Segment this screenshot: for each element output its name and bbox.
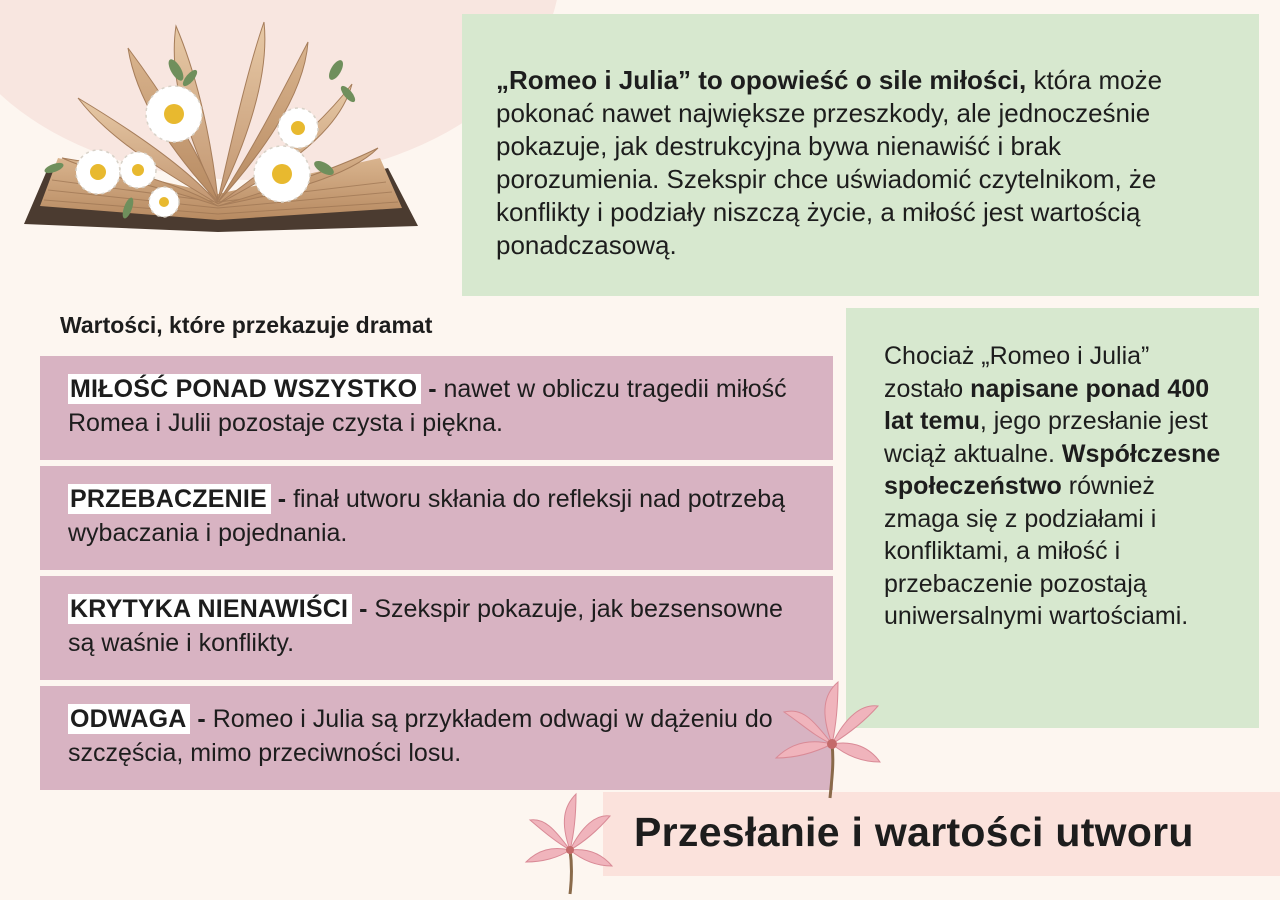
- intro-rest: która może pokonać nawet największe przeszkody, ale jednocześnie pokazuje, jak destrukcyjna bywa nienawiść i brak porozumienia. Szekspir chce uświadomić czytelnikom, że konflikty i podziały niszczą życie, a miłość jest wartością ponadczasową.: [496, 65, 1163, 260]
- value-dash: -: [421, 375, 444, 403]
- open-book-with-daisies-illustration: [18, 18, 422, 240]
- side-box: [846, 308, 1259, 728]
- side-paragraph: [884, 340, 1235, 633]
- value-card-love: [40, 356, 833, 460]
- value-dash: -: [190, 705, 213, 733]
- value-card-courage: [40, 686, 833, 790]
- side-text-3: również zmaga się z podziałami i konfliktami, a miłość i przebaczenie pozostają uniwersalnymi wartościami.: [884, 472, 1189, 630]
- value-description: Szekspir pokazuje, jak bezsensowne są waśnie i konflikty.: [68, 595, 783, 657]
- value-card-text: [68, 372, 809, 440]
- intro-box: [462, 14, 1259, 296]
- intro-paragraph: [496, 64, 1229, 262]
- pink-flower-illustration: [772, 678, 882, 800]
- value-card-hatred-critique: [40, 576, 833, 680]
- value-card-forgiveness: [40, 466, 833, 570]
- values-heading: Wartości, które przekazuje dramat: [60, 312, 433, 338]
- side-bold-2: Współczesne społeczeństwo: [884, 439, 1221, 500]
- value-name: KRYTYKA NIENAWIŚCI: [68, 594, 352, 624]
- intro-lead: „Romeo i Julia” to opowieść o sile miłości,: [496, 65, 1027, 95]
- value-description: finał utworu skłania do refleksji nad potrzebą wybaczania i pojednania.: [68, 485, 786, 547]
- value-dash: -: [352, 595, 375, 623]
- value-description: nawet w obliczu tragedii miłość Romea i Julii pozostaje czysta i piękna.: [68, 375, 787, 437]
- side-bold-1: napisane ponad 400 lat temu: [884, 374, 1210, 435]
- side-text-2: , jego przesłanie jest wciąż aktualne.: [884, 407, 1208, 468]
- value-dash: -: [270, 485, 294, 513]
- side-text-1: Chociaż „Romeo i Julia” zostało: [884, 342, 1150, 403]
- value-description: Romeo i Julia są przykładem odwagi w dążeniu do szczęścia, mimo przeciwności losu.: [68, 705, 773, 767]
- value-card-text: [68, 592, 809, 660]
- value-name: PRZEBACZENIE: [68, 484, 271, 514]
- value-card-text: [68, 702, 809, 770]
- page-title: Przesłanie i wartości utworu: [634, 809, 1194, 855]
- value-name: ODWAGA: [68, 704, 190, 734]
- value-card-text: [68, 482, 809, 550]
- value-name: MIŁOŚĆ PONAD WSZYSTKO: [68, 374, 421, 404]
